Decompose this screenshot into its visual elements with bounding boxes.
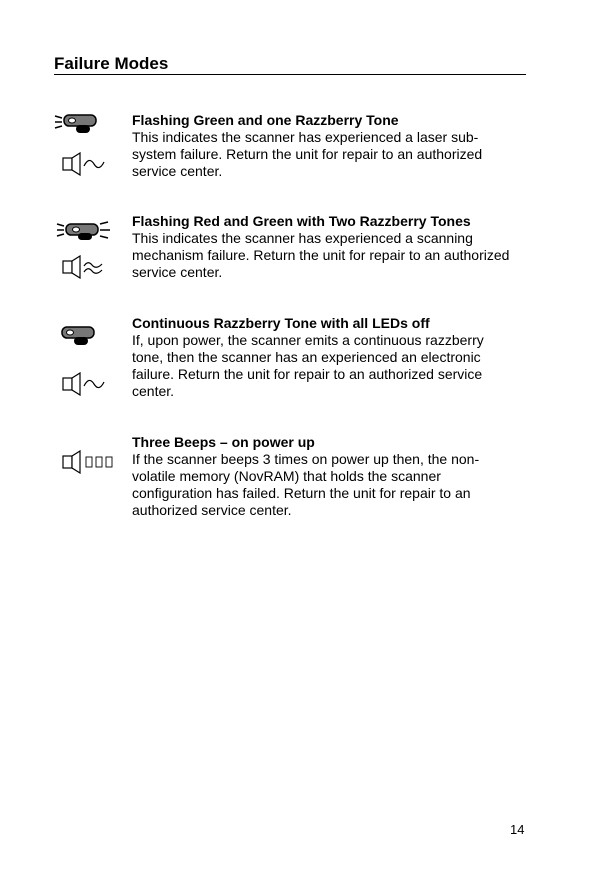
mode-heading: Flashing Green and one Razzberry Tone [132,112,399,128]
speaker-single-tone-icon [62,152,112,176]
scanner-flashing-led-icon [54,112,100,134]
mode-icons [54,434,118,514]
mode-heading: Three Beeps – on power up [132,434,315,450]
mode-heading: Continuous Razzberry Tone with all LEDs off [132,315,430,331]
mode-description: This indicates the scanner has experienced a scanning mechanism failure. Return the unit for repair to an authorized service center. [132,230,510,280]
page-number: 14 [510,822,525,837]
mode-icons [54,112,118,192]
mode-description: If the scanner beeps 3 times on power up then, the non-volatile memory (NovRAM) that holds the scanner configuration has failed. Return the unit for repair to an authorized service center. [132,451,480,518]
mode-icons [54,315,118,395]
mode-text [132,315,512,400]
scanner-leds-off-icon [60,324,100,346]
scanner-flashing-both-leds-icon [56,218,112,242]
mode-text [132,112,512,180]
mode-icons [54,213,118,293]
page-title: Failure Modes [54,54,526,75]
speaker-double-tone-icon [62,255,112,279]
mode-heading: Flashing Red and Green with Two Razzberry Tones [132,213,471,229]
speaker-single-tone-icon [62,372,112,396]
mode-text [132,434,512,519]
speaker-three-beeps-icon [62,450,126,474]
mode-description: If, upon power, the scanner emits a continuous razzberry tone, then the scanner has an experienced an electronic failure. Return the unit for repair to an authorized service center. [132,332,484,399]
mode-description: This indicates the scanner has experienced a laser sub-system failure. Return the unit for repair to an authorized service center. [132,129,483,179]
mode-text [132,213,512,281]
